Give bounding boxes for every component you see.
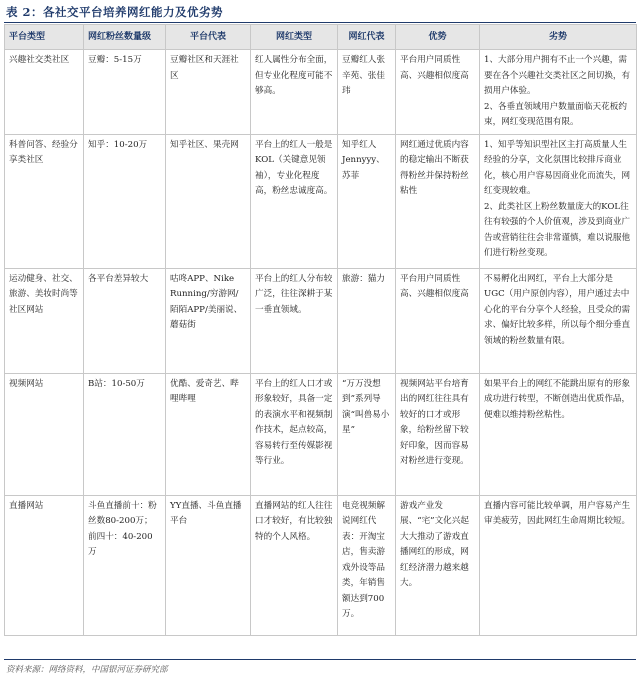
cell-influencer-examples: 电竞视频解说网红代表：开淘宝店，售卖游戏外设等品类，年销售额达到700万。 [338,495,396,635]
cell-influencer-type: 平台上的红人分布较广泛，往往深耕于某一垂直领域。 [251,268,338,373]
header-platforms: 平台代表 [166,25,251,50]
cell-platform-type: 兴趣社交类社区 [5,50,84,135]
cell-platforms: 豆瓣社区和天涯社区 [166,50,251,135]
disadvantage-item: 1、知乎等知识型社区主打高质量人生经验的分享，文化氛围比较排斥商业化，核心用户容易因商业化而流失，网红变现较难。 [484,139,631,196]
cell-influencer-type: 红人属性分布全面，但专业化程度可能不够高。 [251,50,338,135]
header-disadvantages: 劣势 [480,25,637,50]
comparison-table [4,24,637,636]
table-row [5,373,637,495]
cell-advantages: 平台用户同质性高、兴趣相似度高 [396,268,480,373]
disadvantage-item: 如果平台上的网红不能跳出原有的形象成功进行转型，不断创造出优质作品，便难以维持粉丝粘性。 [484,378,631,420]
table-title: 表 2：各社交平台培养网红能力及优劣势 [6,5,224,19]
cell-platform-type: 科普问答、经验分享类社区 [5,134,84,268]
table-row [5,134,637,268]
source-note: 资料来源：网络资料，中国银河证券研究部 [6,665,168,675]
cell-disadvantages [480,134,637,268]
cell-advantages: 网红通过优质内容的稳定输出不断获得粉丝并保持粉丝粘性 [396,134,480,268]
cell-fan-scale: 知乎：10-20万 [84,134,166,268]
cell-influencer-type: 平台上的红人口才或形象较好，具备一定的表演水平和视频制作技术，起点较高，容易转行至传媒影视等行业。 [251,373,338,495]
header-influencer-examples: 网红代表 [338,25,396,50]
cell-advantages: 平台用户同质性高、兴趣相似度高 [396,50,480,135]
cell-disadvantages [480,373,637,495]
cell-platforms: YY直播、斗鱼直播平台 [166,495,251,635]
cell-advantages: 游戏产业发展、“宅”文化兴起大大推动了游戏直播网红的形成，网红经济潜力越来越大。 [396,495,480,635]
header-row [5,25,637,50]
disadvantage-item: 2、各垂直领域用户数量面临天花板约束，网红变现范围有限。 [484,101,627,127]
cell-fan-scale: 豆瓣：5-15万 [84,50,166,135]
header-platform-type: 平台类型 [5,25,84,50]
cell-advantages: 视频网站平台培育出的网红往往具有较好的口才或形象，给粉丝留下较好印象，因而容易对粉丝进行变现。 [396,373,480,495]
cell-influencer-examples: 豆瓣红人张辛苑、张佳玮 [338,50,396,135]
cell-fan-scale: 各平台差异较大 [84,268,166,373]
cell-influencer-type: 直播网站的红人往往口才较好，有比较独特的个人风格。 [251,495,338,635]
table-row [5,495,637,635]
bottom-rule [4,659,636,660]
cell-influencer-examples: 旅游：猫力 [338,268,396,373]
cell-platforms: 优酷、爱奇艺、哔哩哔哩 [166,373,251,495]
cell-platform-type: 视频网站 [5,373,84,495]
cell-fan-scale: 斗鱼直播前十：粉丝数80-200万；前四十：40-200万 [84,495,166,635]
cell-influencer-type: 平台上的红人一般是KOL（关键意见领袖），专业化程度高，粉丝忠诚度高。 [251,134,338,268]
cell-influencer-examples: 知乎红人Jennyyy、苏菲 [338,134,396,268]
disadvantage-item: 不易孵化出网红，平台上大部分是UGC（用户原创内容），用户通过去中心化的平台分享个人经验，且受众的需求、偏好比较多样，所以每个细分垂直领域的粉丝数量有限。 [484,273,631,346]
cell-platforms: 咕咚APP、Nike Running/穷游网/陌陌APP/美丽说、蘑菇街 [166,268,251,373]
disadvantage-item: 2、此类社区上粉丝数量庞大的KOL往往有较强的个人价值观，涉及到商业广告或营销往往会非常谨慎，难以说服他们进行粉丝变现。 [484,201,631,258]
cell-disadvantages [480,50,637,135]
table-row [5,50,637,135]
cell-platform-type: 运动健身、社交、旅游、美妆时尚等社区网站 [5,268,84,373]
table-row [5,268,637,373]
cell-influencer-examples: “万万没想到”系列导演“叫兽易小星” [338,373,396,495]
cell-disadvantages [480,268,637,373]
cell-fan-scale: B站：10-50万 [84,373,166,495]
cell-platforms: 知乎社区、果壳网 [166,134,251,268]
header-influencer-type: 网红类型 [251,25,338,50]
disadvantage-item: 1、大部分用户拥有不止一个兴趣，需要在各个兴趣社交类社区之间切换，有损用户体验。 [484,55,631,96]
header-fan-scale: 网红粉丝数量级 [84,25,166,50]
cell-platform-type: 直播网站 [5,495,84,635]
cell-disadvantages [480,495,637,635]
title-rule [4,22,636,23]
disadvantage-item: 直播内容可能比较单调，用户容易产生审美疲劳，因此网红生命周期比较短。 [484,500,631,526]
header-advantages: 优势 [396,25,480,50]
